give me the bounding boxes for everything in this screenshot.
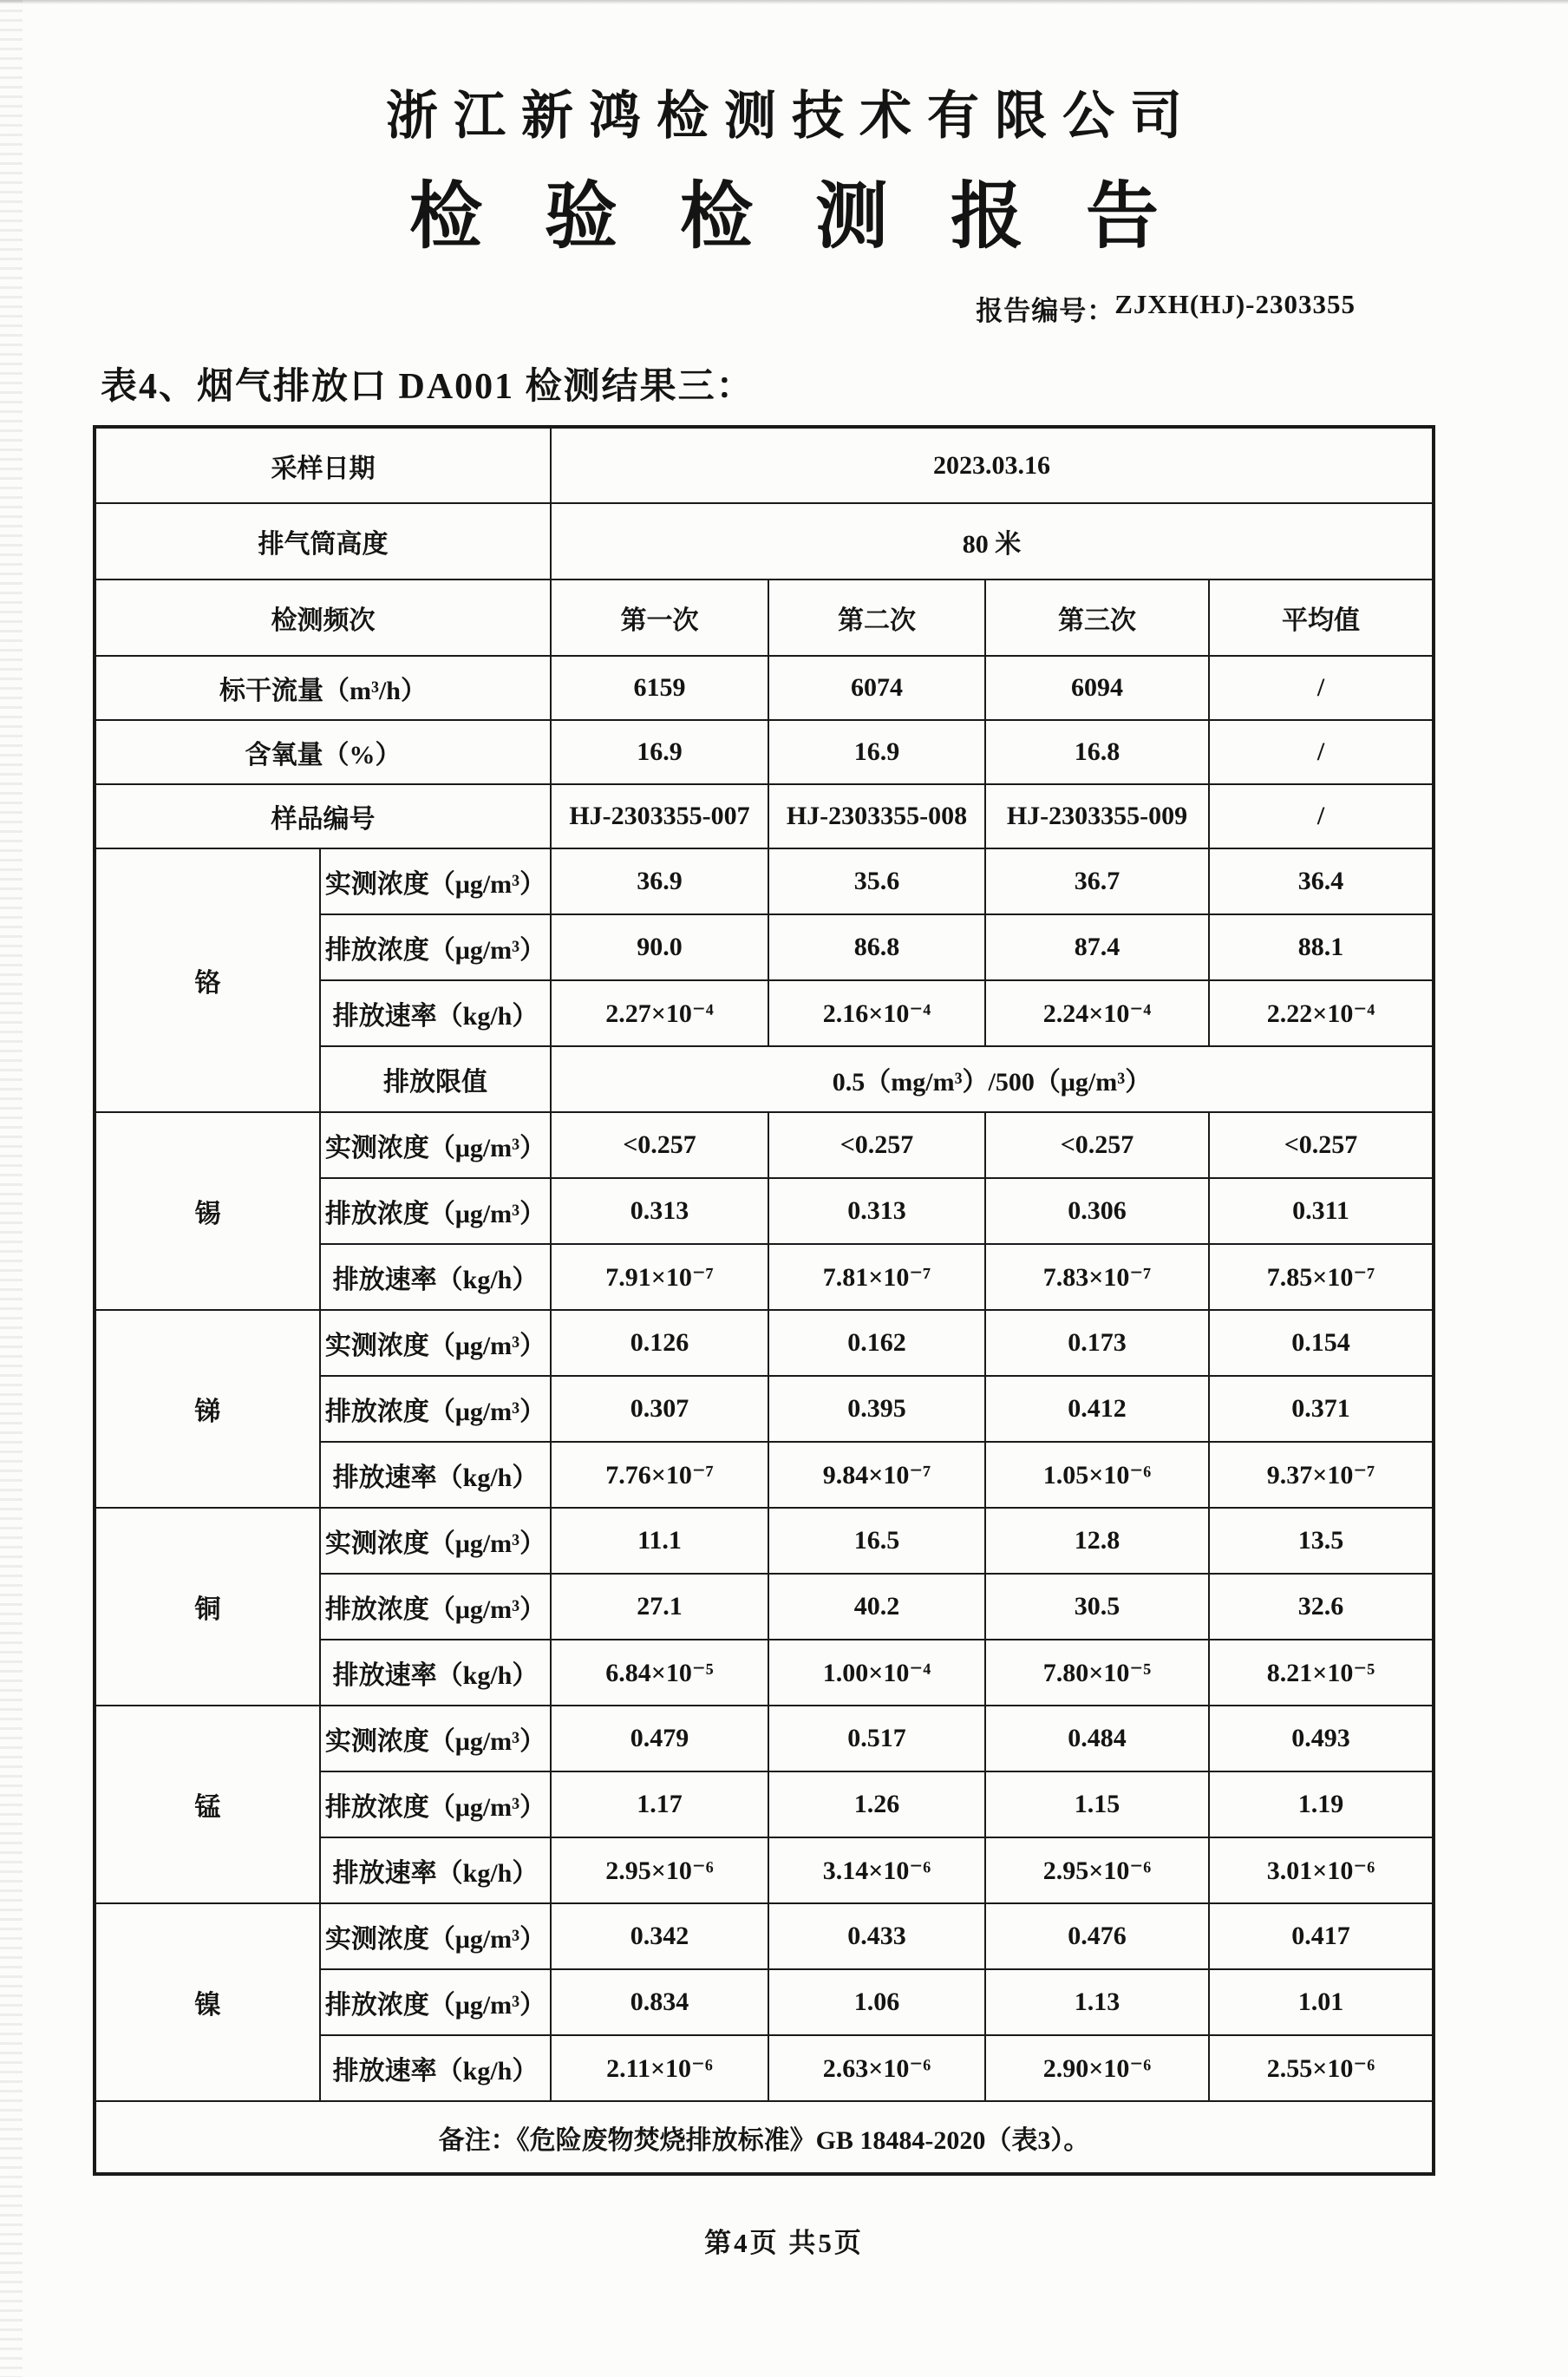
page-footer: 第4页 共5页 [704,2228,864,2258]
value-cell: 0.493 [1209,1706,1434,1771]
value-cell: 0.371 [1209,1376,1434,1442]
value-cell: 1.15 [985,1771,1209,1837]
meta-label-cell: 采样日期 [95,427,551,503]
table-row [95,1112,1434,1178]
value-cell: 16.8 [985,720,1209,784]
freq-col-header: 平均值 [1209,580,1434,656]
value-cell: 30.5 [985,1574,1209,1640]
value-cell: 0.126 [551,1310,768,1376]
param-label-cell: 排放浓度（μg/m³） [320,1178,551,1244]
metal-name-cell: 铬 [95,848,320,1112]
value-cell: 3.14×10⁻⁶ [768,1837,985,1903]
value-cell: 1.06 [768,1969,985,2035]
value-cell: 0.395 [768,1376,985,1442]
table-row [95,720,1434,784]
value-cell: 7.76×10⁻⁷ [551,1442,768,1508]
metal-name-cell: 镍 [95,1903,320,2101]
report-number-row [0,289,1568,328]
value-cell: 0.479 [551,1706,768,1771]
value-cell: 2.16×10⁻⁴ [768,980,985,1046]
value-cell: 9.37×10⁻⁷ [1209,1442,1434,1508]
value-cell: 36.7 [985,848,1209,914]
value-cell: 0.476 [985,1903,1209,1969]
freq-col-header: 第一次 [551,580,768,656]
value-cell: 6094 [985,656,1209,720]
value-cell: 6074 [768,656,985,720]
param-label-cell: 排放浓度（μg/m³） [320,914,551,980]
value-cell: 1.13 [985,1969,1209,2035]
value-cell: 2.22×10⁻⁴ [1209,980,1434,1046]
param-label-cell: 含氧量（%） [95,720,551,784]
value-cell: 9.84×10⁻⁷ [768,1442,985,1508]
value-cell: / [1209,784,1434,848]
value-cell: 36.4 [1209,848,1434,914]
value-cell: 7.81×10⁻⁷ [768,1244,985,1310]
value-cell: 16.9 [768,720,985,784]
limit-value-cell: 0.5（mg/m³）/500（μg/m³） [551,1046,1434,1112]
report-title: 检验检测报告 [408,177,1221,258]
table-row [95,784,1434,848]
value-cell: 27.1 [551,1574,768,1640]
table-row [95,848,1434,914]
value-cell: 86.8 [768,914,985,980]
value-cell: 1.05×10⁻⁶ [985,1442,1209,1508]
table-row [95,1903,1434,1969]
param-label-cell: 排放浓度（μg/m³） [320,1771,551,1837]
results-table [93,425,1435,2176]
value-cell: 1.17 [551,1771,768,1837]
metal-name-cell: 锰 [95,1706,320,1903]
param-label-cell: 标干流量（m³/h） [95,656,551,720]
param-label-cell: 排放速率（kg/h） [320,1442,551,1508]
value-cell: 16.9 [551,720,768,784]
meta-value-cell: 80 米 [551,503,1434,580]
table-row [95,503,1434,580]
table-row [95,2101,1434,2174]
value-cell: 1.26 [768,1771,985,1837]
value-cell: 0.307 [551,1376,768,1442]
value-cell: 12.8 [985,1508,1209,1574]
value-cell: 0.173 [985,1310,1209,1376]
table-row [95,1508,1434,1574]
value-cell: 2.63×10⁻⁶ [768,2035,985,2101]
value-cell: 6159 [551,656,768,720]
table-row [95,1310,1434,1376]
value-cell: 0.517 [768,1706,985,1771]
param-label-cell: 样品编号 [95,784,551,848]
value-cell: 2.11×10⁻⁶ [551,2035,768,2101]
value-cell: 7.85×10⁻⁷ [1209,1244,1434,1310]
meta-value-cell: 2023.03.16 [551,427,1434,503]
value-cell: HJ-2303355-009 [985,784,1209,848]
value-cell: 0.484 [985,1706,1209,1771]
param-label-cell: 排放速率（kg/h） [320,1244,551,1310]
value-cell: <0.257 [985,1112,1209,1178]
table-caption: 表4、烟气排放口 DA001 检测结果三： [101,367,755,407]
table-row [95,580,1434,656]
value-cell: 40.2 [768,1574,985,1640]
table-row [95,1706,1434,1771]
value-cell: <0.257 [768,1112,985,1178]
value-cell: 0.433 [768,1903,985,1969]
value-cell: 0.417 [1209,1903,1434,1969]
value-cell: 7.91×10⁻⁷ [551,1244,768,1310]
value-cell: 0.311 [1209,1178,1434,1244]
value-cell: 2.27×10⁻⁴ [551,980,768,1046]
value-cell: 0.306 [985,1178,1209,1244]
value-cell: 90.0 [551,914,768,980]
limit-label-cell: 排放限值 [320,1046,551,1112]
param-label-cell: 排放浓度（μg/m³） [320,1376,551,1442]
metal-name-cell: 铜 [95,1508,320,1706]
meta-label-cell: 排气筒高度 [95,503,551,580]
metal-name-cell: 锑 [95,1310,320,1508]
value-cell: 7.80×10⁻⁵ [985,1640,1209,1706]
value-cell: / [1209,720,1434,784]
value-cell: HJ-2303355-007 [551,784,768,848]
value-cell: 3.01×10⁻⁶ [1209,1837,1434,1903]
value-cell: <0.257 [551,1112,768,1178]
param-label-cell: 排放速率（kg/h） [320,1640,551,1706]
value-cell: 8.21×10⁻⁵ [1209,1640,1434,1706]
value-cell: 16.5 [768,1508,985,1574]
value-cell: <0.257 [1209,1112,1434,1178]
value-cell: / [1209,656,1434,720]
report-number-value: ZJXH(HJ)-2303355 [1114,289,1356,319]
param-label-cell: 排放浓度（μg/m³） [320,1969,551,2035]
scan-artifact-left [0,0,23,2377]
table-row [95,427,1434,503]
report-number-label: 报告编号： [976,296,1115,326]
value-cell: 7.83×10⁻⁷ [985,1244,1209,1310]
value-cell: 13.5 [1209,1508,1434,1574]
value-cell: 2.95×10⁻⁶ [985,1837,1209,1903]
value-cell: 2.24×10⁻⁴ [985,980,1209,1046]
value-cell: 35.6 [768,848,985,914]
table-row [95,656,1434,720]
value-cell: 1.19 [1209,1771,1434,1837]
value-cell: 2.90×10⁻⁶ [985,2035,1209,2101]
param-label-cell: 实测浓度（μg/m³） [320,1310,551,1376]
value-cell: 88.1 [1209,914,1434,980]
param-label-cell: 实测浓度（μg/m³） [320,1508,551,1574]
param-label-cell: 排放浓度（μg/m³） [320,1574,551,1640]
param-label-cell: 实测浓度（μg/m³） [320,1112,551,1178]
param-label-cell: 排放速率（kg/h） [320,1837,551,1903]
value-cell: 0.412 [985,1376,1209,1442]
param-label-cell: 排放速率（kg/h） [320,980,551,1046]
freq-col-header: 第三次 [985,580,1209,656]
value-cell: 0.154 [1209,1310,1434,1376]
value-cell: 0.313 [551,1178,768,1244]
metal-name-cell: 锡 [95,1112,320,1310]
value-cell: 32.6 [1209,1574,1434,1640]
value-cell: 87.4 [985,914,1209,980]
value-cell: 2.95×10⁻⁶ [551,1837,768,1903]
param-label-cell: 实测浓度（μg/m³） [320,848,551,914]
freq-col-header: 第二次 [768,580,985,656]
value-cell: 6.84×10⁻⁵ [551,1640,768,1706]
value-cell: 2.55×10⁻⁶ [1209,2035,1434,2101]
scan-artifact-top [0,0,1568,4]
value-cell: 1.01 [1209,1969,1434,2035]
value-cell: 0.834 [551,1969,768,2035]
value-cell: 36.9 [551,848,768,914]
value-cell: 0.162 [768,1310,985,1376]
param-label-cell: 实测浓度（μg/m³） [320,1903,551,1969]
value-cell: HJ-2303355-008 [768,784,985,848]
param-label-cell: 排放速率（kg/h） [320,2035,551,2101]
param-label-cell: 实测浓度（μg/m³） [320,1706,551,1771]
value-cell: 0.342 [551,1903,768,1969]
value-cell: 1.00×10⁻⁴ [768,1640,985,1706]
value-cell: 11.1 [551,1508,768,1574]
note-cell: 备注：《危险废物焚烧排放标准》GB 18484-2020（表3）。 [95,2101,1434,2174]
value-cell: 0.313 [768,1178,985,1244]
company-name: 浙江新鸿检测技术有限公司 [386,88,1198,145]
freq-label-cell: 检测频次 [95,580,551,656]
